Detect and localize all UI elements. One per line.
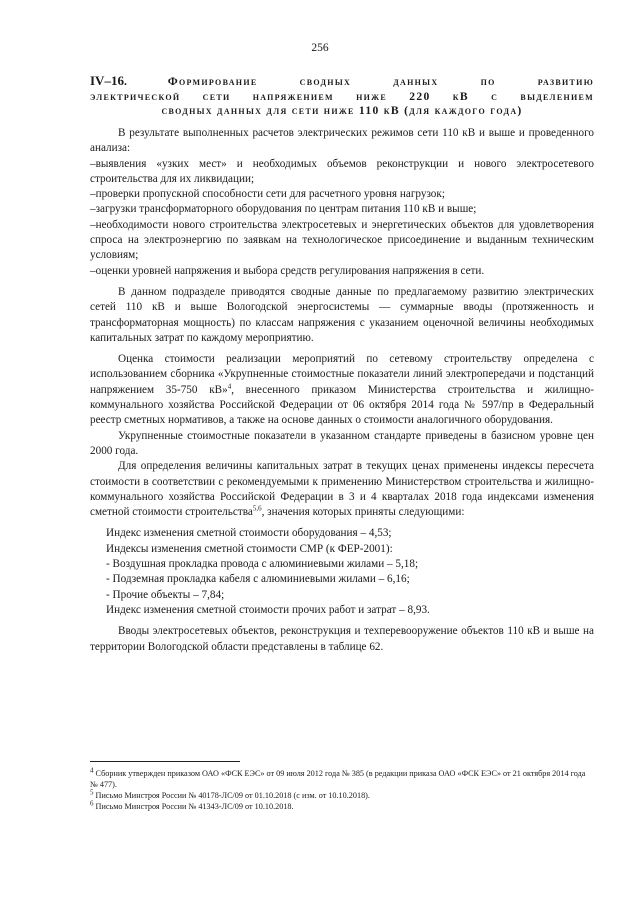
footnote-ref: 4: [227, 382, 232, 391]
index-item: - Подземная прокладка кабеля с алюминиевыми жилами – 6,16;: [106, 573, 410, 586]
index-item: Индексы изменения сметной стоимости СМР (к ФЕР-2001):: [106, 542, 393, 555]
list-item: –выявления «узких мест» и необходимых объемов реконструкции и нового электросетевого строительства для их ликвидации;: [90, 157, 594, 185]
paragraph: Оценка стоимости реализации мероприятий по сетевому строительству определена с использованием сборника «Укрупненные стоимостные показатели линий электропередачи и подстанций напряжением 35-750 кВ»$^4$, внесенного приказом Министерства строительства и жилищно-коммунального хозяйства Российской Федерации от 06 октября 2014 года № 597/пр в Федеральный реестр сметных нормативов, а также на основе данных о стоимости аналогичного оборудования.: [90, 353, 594, 427]
list-item: –оценки уровней напряжения и выбора средств регулирования напряжения в сети.: [90, 264, 485, 277]
footnote-ref: 5,6: [252, 504, 262, 513]
index-item: Индекс изменения сметной стоимости оборудования – 4,53;: [106, 527, 392, 540]
body-text: [90, 126, 594, 655]
index-item: - Воздушная прокладка провода с алюминиевыми жилами – 5,18;: [106, 558, 419, 571]
heading-line-3: сводных данных для сети ниже 110 кВ (для каждого года): [161, 104, 523, 117]
list-item: –загрузки трансформаторного оборудования по центрам питания 110 кВ и выше;: [90, 203, 477, 216]
index-item: Индекс изменения сметной стоимости прочих работ и затрат – 8,93.: [106, 603, 430, 616]
section-number: IV–16: [90, 73, 124, 88]
heading-line-2: электрической сети напряжением ниже 220 кВ с выделением: [90, 89, 594, 103]
paragraph: Вводы электросетевых объектов, реконструкция и техперевооружение объектов 110 кВ и выше на территории Вологодской области представлены в таблице 62.: [90, 625, 594, 653]
paragraph: В данном подразделе приводятся сводные данные по предлагаемому развитию электрических сетей 110 кВ и выше Вологодской энергосистемы — суммарные вводы (протяженность и трансформаторная мощность) по классам напряжения с указанием оценочной величины необходимых капитальных затрат по каждому мероприятию.: [90, 285, 594, 344]
list-item: –проверки пропускной способности сети для расчетного уровня нагрузок;: [90, 188, 445, 201]
footnote-divider: [90, 761, 240, 762]
footnote: $^5$ Письмо Минстроя России № 40178-ЛС/09 от 01.10.2018 (с изм. от 10.10.2018).: [90, 788, 370, 800]
index-item: - Прочие объекты – 7,84;: [106, 588, 225, 601]
paragraph: В результате выполненных расчетов электрических режимов сети 110 кВ и выше и проведенного анализа:: [90, 127, 594, 155]
heading-line-1: IV–16. Формирование сводных данных по развитию: [90, 73, 594, 88]
page-number: 256: [311, 42, 329, 54]
paragraph: Для определения величины капитальных затрат в текущих ценах применены индексы пересчета стоимости в соответствии с рекомендуемыми к применению Министерством строительства и жилищно-коммунального хозяйства Российской Федерации в 3 и 4 кварталах 2018 года индексами изменения сметной стоимости строительства$^{5,6}$, значения которых приняты следующими:: [90, 460, 594, 519]
paragraph: Укрупненные стоимостные показатели в указанном стандарте приведены в базисном уровне цен 2000 года.: [90, 429, 594, 457]
list-item: –необходимости нового строительства электросетевых и энергетических объектов для удовлетворения спроса на электроэнергию по заявкам на технологическое присоединение и выданным техническим условиям;: [90, 218, 594, 262]
section-heading: [90, 74, 594, 119]
footnote: $^4$ Сборник утвержден приказом ОАО «ФСК ЕЭС» от 09 июля 2012 года № 385 (в редакции приказа ОАО «ФСК ЕЭС» от 21 октября 2014 года № 477).: [90, 766, 586, 789]
footnotes: [90, 768, 594, 812]
footnote: $^6$ Письмо Минстроя России № 41343-ЛС/09 от 10.10.2018.: [90, 799, 294, 811]
